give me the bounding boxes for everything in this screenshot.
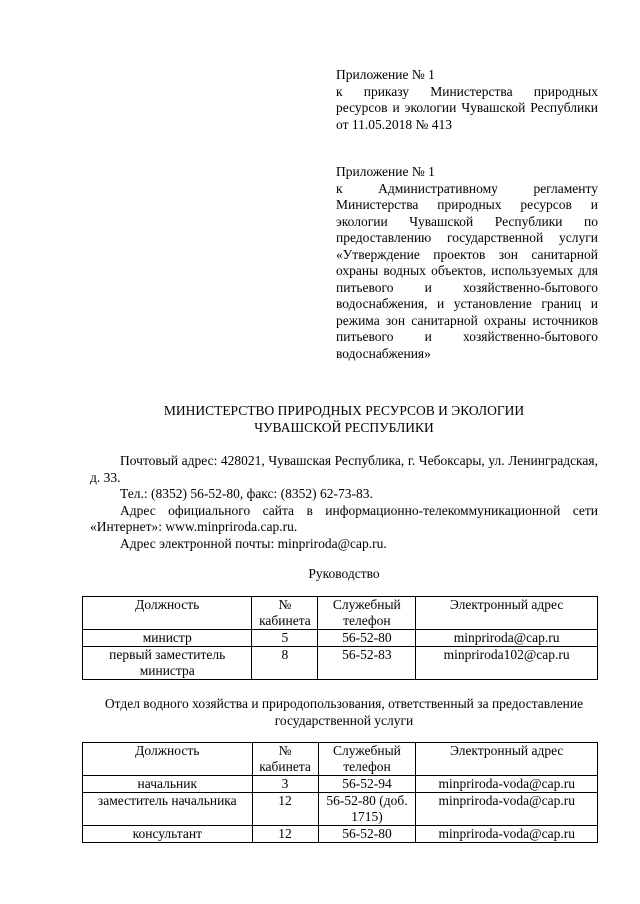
cell-position: первый заместитель министра [83,647,252,680]
appendix-number: Приложение № 1 [336,164,435,179]
email-address: Адрес электронной почты: minpriroda@cap.ru. [120,535,387,551]
website-address: Адрес официального сайта в информационно-телекоммуникационной сети «Интернет»: www.minpriroda.cap.ru. [90,502,598,534]
cell-email: minpriroda-voda@cap.ru [416,793,598,826]
order-date-number: от 11.05.2018 № 413 [336,116,452,132]
ministry-title-line2: ЧУВАШСКОЙ РЕСПУБЛИКИ [254,419,434,435]
ministry-contacts [90,453,598,552]
cell-room: 5 [252,630,318,647]
cell-phone: 56-52-94 [318,776,416,793]
table-row [83,826,598,843]
header-position: Должность [83,743,253,776]
cell-phone: 56-52-80 [318,630,416,647]
order-appendix-header [336,67,598,133]
appendix-number: Приложение № 1 [336,67,435,82]
table-header-row [83,743,598,776]
cell-email: minpriroda@cap.ru [416,630,598,647]
table-row [83,793,598,826]
cell-phone: 56-52-83 [318,647,416,680]
ministry-title-line1: МИНИСТЕРСТВО ПРИРОДНЫХ РЕСУРСОВ И ЭКОЛОГИИ [163,403,525,418]
header-email: Электронный адрес [416,743,598,776]
cell-room: 8 [252,647,318,680]
regulation-appendix-header [336,164,598,362]
header-position: Должность [83,597,252,630]
table-row [83,647,598,680]
cell-room: 12 [252,793,318,826]
header-phone: Служебный телефон [318,597,416,630]
order-reference: к приказу Министерства природных ресурсов и экологии Чувашской Республики [336,83,598,115]
cell-position: министр [83,630,252,647]
header-room: № кабинета [252,743,318,776]
header-email: Электронный адрес [416,597,598,630]
cell-phone: 56-52-80 (доб. 1715) [318,793,416,826]
cell-position: консультант [83,826,253,843]
cell-email: minpriroda102@cap.ru [416,647,598,680]
cell-email: minpriroda-voda@cap.ru [416,826,598,843]
table-header-row [83,597,598,630]
postal-address: Почтовый адрес: 428021, Чувашская Республика, г. Чебоксары, ул. Ленинградская, д. 33. [90,453,598,485]
phone-fax: Тел.: (8352) 56-52-80, факс: (8352) 62-73-83. [120,486,373,501]
water-department-section-title: Отдел водного хозяйства и природопользования, ответственный за предоставление государственной услуги [104,696,584,728]
leadership-table [82,596,598,680]
regulation-reference: к Административному регламенту Министерства природных ресурсов и экологии Чувашской Республики по предоставлению государственной услуги «Утверждение проектов зон санитарной охраны водных объектов, используемых для питьевого и хозяйственно-бытового водоснабжения, и установление границ и режима зон санитарной охраны источников питьевого и хозяйственно-бытового водоснабжения» [336,180,598,361]
ministry-title [90,403,598,436]
table-row [83,776,598,793]
cell-room: 12 [252,826,318,843]
cell-room: 3 [252,776,318,793]
header-room: № кабинета [252,597,318,630]
cell-phone: 56-52-80 [318,826,416,843]
header-phone: Служебный телефон [318,743,416,776]
cell-email: minpriroda-voda@cap.ru [416,776,598,793]
table-row [83,630,598,647]
water-department-table [82,742,598,843]
leadership-section-title: Руководство [308,566,380,581]
cell-position: начальник [83,776,253,793]
cell-position: заместитель начальника [83,793,253,826]
